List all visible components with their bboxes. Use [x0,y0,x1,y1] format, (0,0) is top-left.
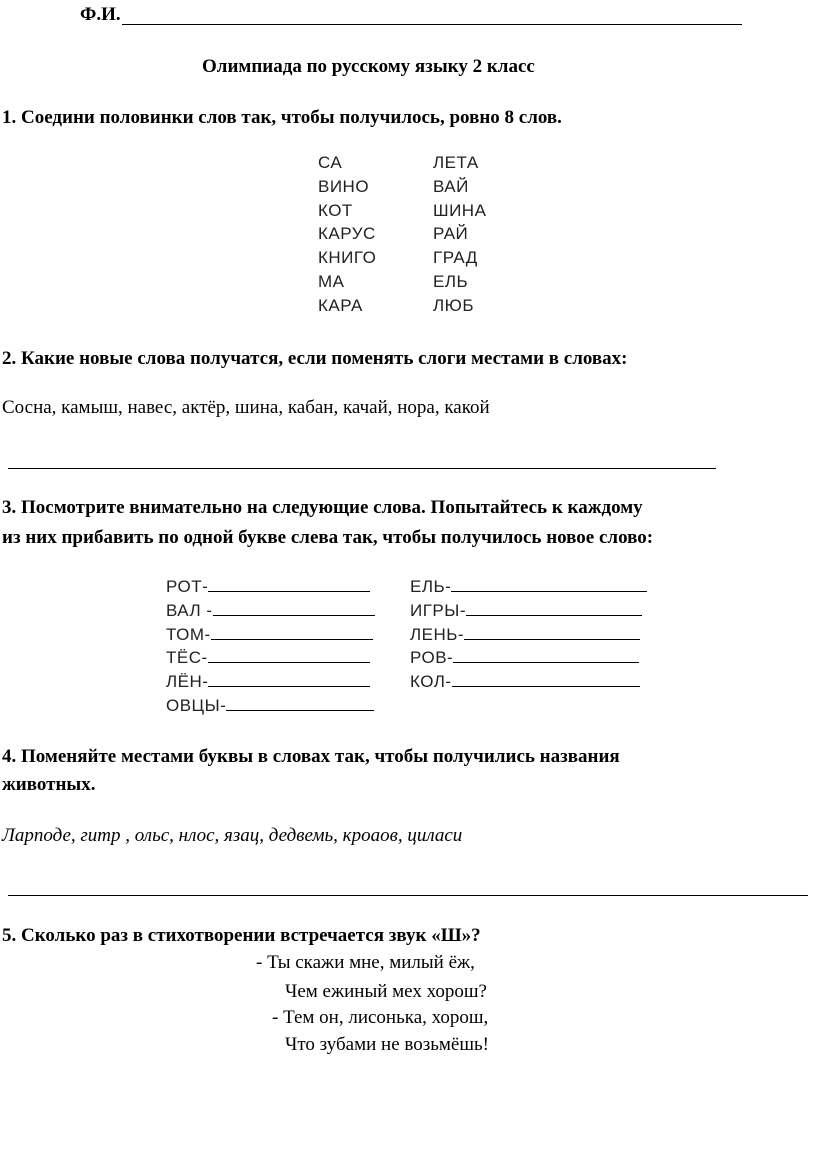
task1-left-item: КОТ [318,200,353,220]
answer-line[interactable] [208,672,370,687]
task1-left-item: КАРУС [318,224,376,244]
task3-left-item: ЛЁН- [166,670,375,694]
task1-right-item: ЛЕТА [433,153,479,172]
task1-left-item: ВИНО [318,176,370,196]
answer-line[interactable] [226,696,374,711]
task5-question: 5. Сколько раз в стихотворении встречается звук «Ш»? [2,925,481,946]
answer-line[interactable] [213,601,375,616]
answer-line[interactable] [466,601,642,616]
poem-line: - Ты скажи мне, милый ёж, [256,952,475,973]
task3-right-item: РОВ- [410,646,647,670]
poem-line: Что зубами не возьмёшь! [285,1034,489,1055]
name-label: Ф.И. [80,4,121,25]
task2-answer-line[interactable] [8,468,716,469]
task3-left-column [166,575,375,718]
task2-words: Сосна, камыш, навес, актёр, шина, кабан, качай, нора, какой [2,397,490,418]
task1-left-item: МА [318,271,345,291]
task3-left-item: ТОМ- [166,623,375,647]
task3-question-line1: 3. Посмотрите внимательно на следующие слова. Попытайтесь к каждому [2,497,643,518]
task4-question-line2: животных. [2,774,96,795]
task1-left-item: КНИГО [318,248,377,268]
task3-left-item: ОВЦЫ- [166,694,375,718]
task1-right-item: ВАЙ [433,176,469,196]
task2-question: 2. Какие новые слова получатся, если поменять слоги местами в словах: [2,348,628,369]
task3-left-item: ТЁС- [166,646,375,670]
task3-right-item: КОЛ- [410,670,647,694]
task3-right-item: ЕЛЬ- [410,575,647,599]
task1-right-item: ЛЮБ [433,295,474,315]
answer-line[interactable] [464,625,640,640]
task4-question-line1: 4. Поменяйте местами буквы в словах так, чтобы получились названия [2,746,620,767]
task1-right-item: РАЙ [433,224,469,244]
task1-left-item: КАРА [318,295,363,315]
task3-right-item: ЛЕНЬ- [410,623,647,647]
task3-question-line2: из них прибавить по одной букве слева так, чтобы получилось новое слово: [2,527,654,548]
answer-line[interactable] [452,672,640,687]
poem-line: - Тем он, лисонька, хорош, [272,1007,489,1028]
task1-question: 1. Соедини половинки слов так, чтобы получилось, ровно 8 слов. [2,107,562,128]
task3-left-item: РОТ- [166,575,375,599]
task1-right-item: ЕЛЬ [433,271,469,291]
task1-right-item: ШИНА [433,200,487,220]
task1-right-item: ГРАД [433,248,478,268]
task1-left-item: СА [318,153,343,172]
answer-line[interactable] [211,625,373,640]
task4-words: Ларподе, гитр , ольс, нлос, язац, дедвемь, кроаов, циласи [2,825,463,846]
task1-left-column [318,151,376,318]
answer-line[interactable] [208,577,370,592]
name-input-line[interactable] [122,24,742,25]
poem-line: Чем ежиный мех хорош? [285,981,487,1002]
task4-answer-line[interactable] [8,895,808,896]
answer-line[interactable] [453,648,639,663]
task3-left-item: ВАЛ - [166,599,375,623]
page-title: Олимпиада по русскому языку 2 класс [202,56,535,77]
answer-line[interactable] [451,577,647,592]
task3-right-column [410,575,647,694]
answer-line[interactable] [208,648,370,663]
task1-right-column [433,151,486,318]
task3-right-item: ИГРЫ- [410,599,647,623]
